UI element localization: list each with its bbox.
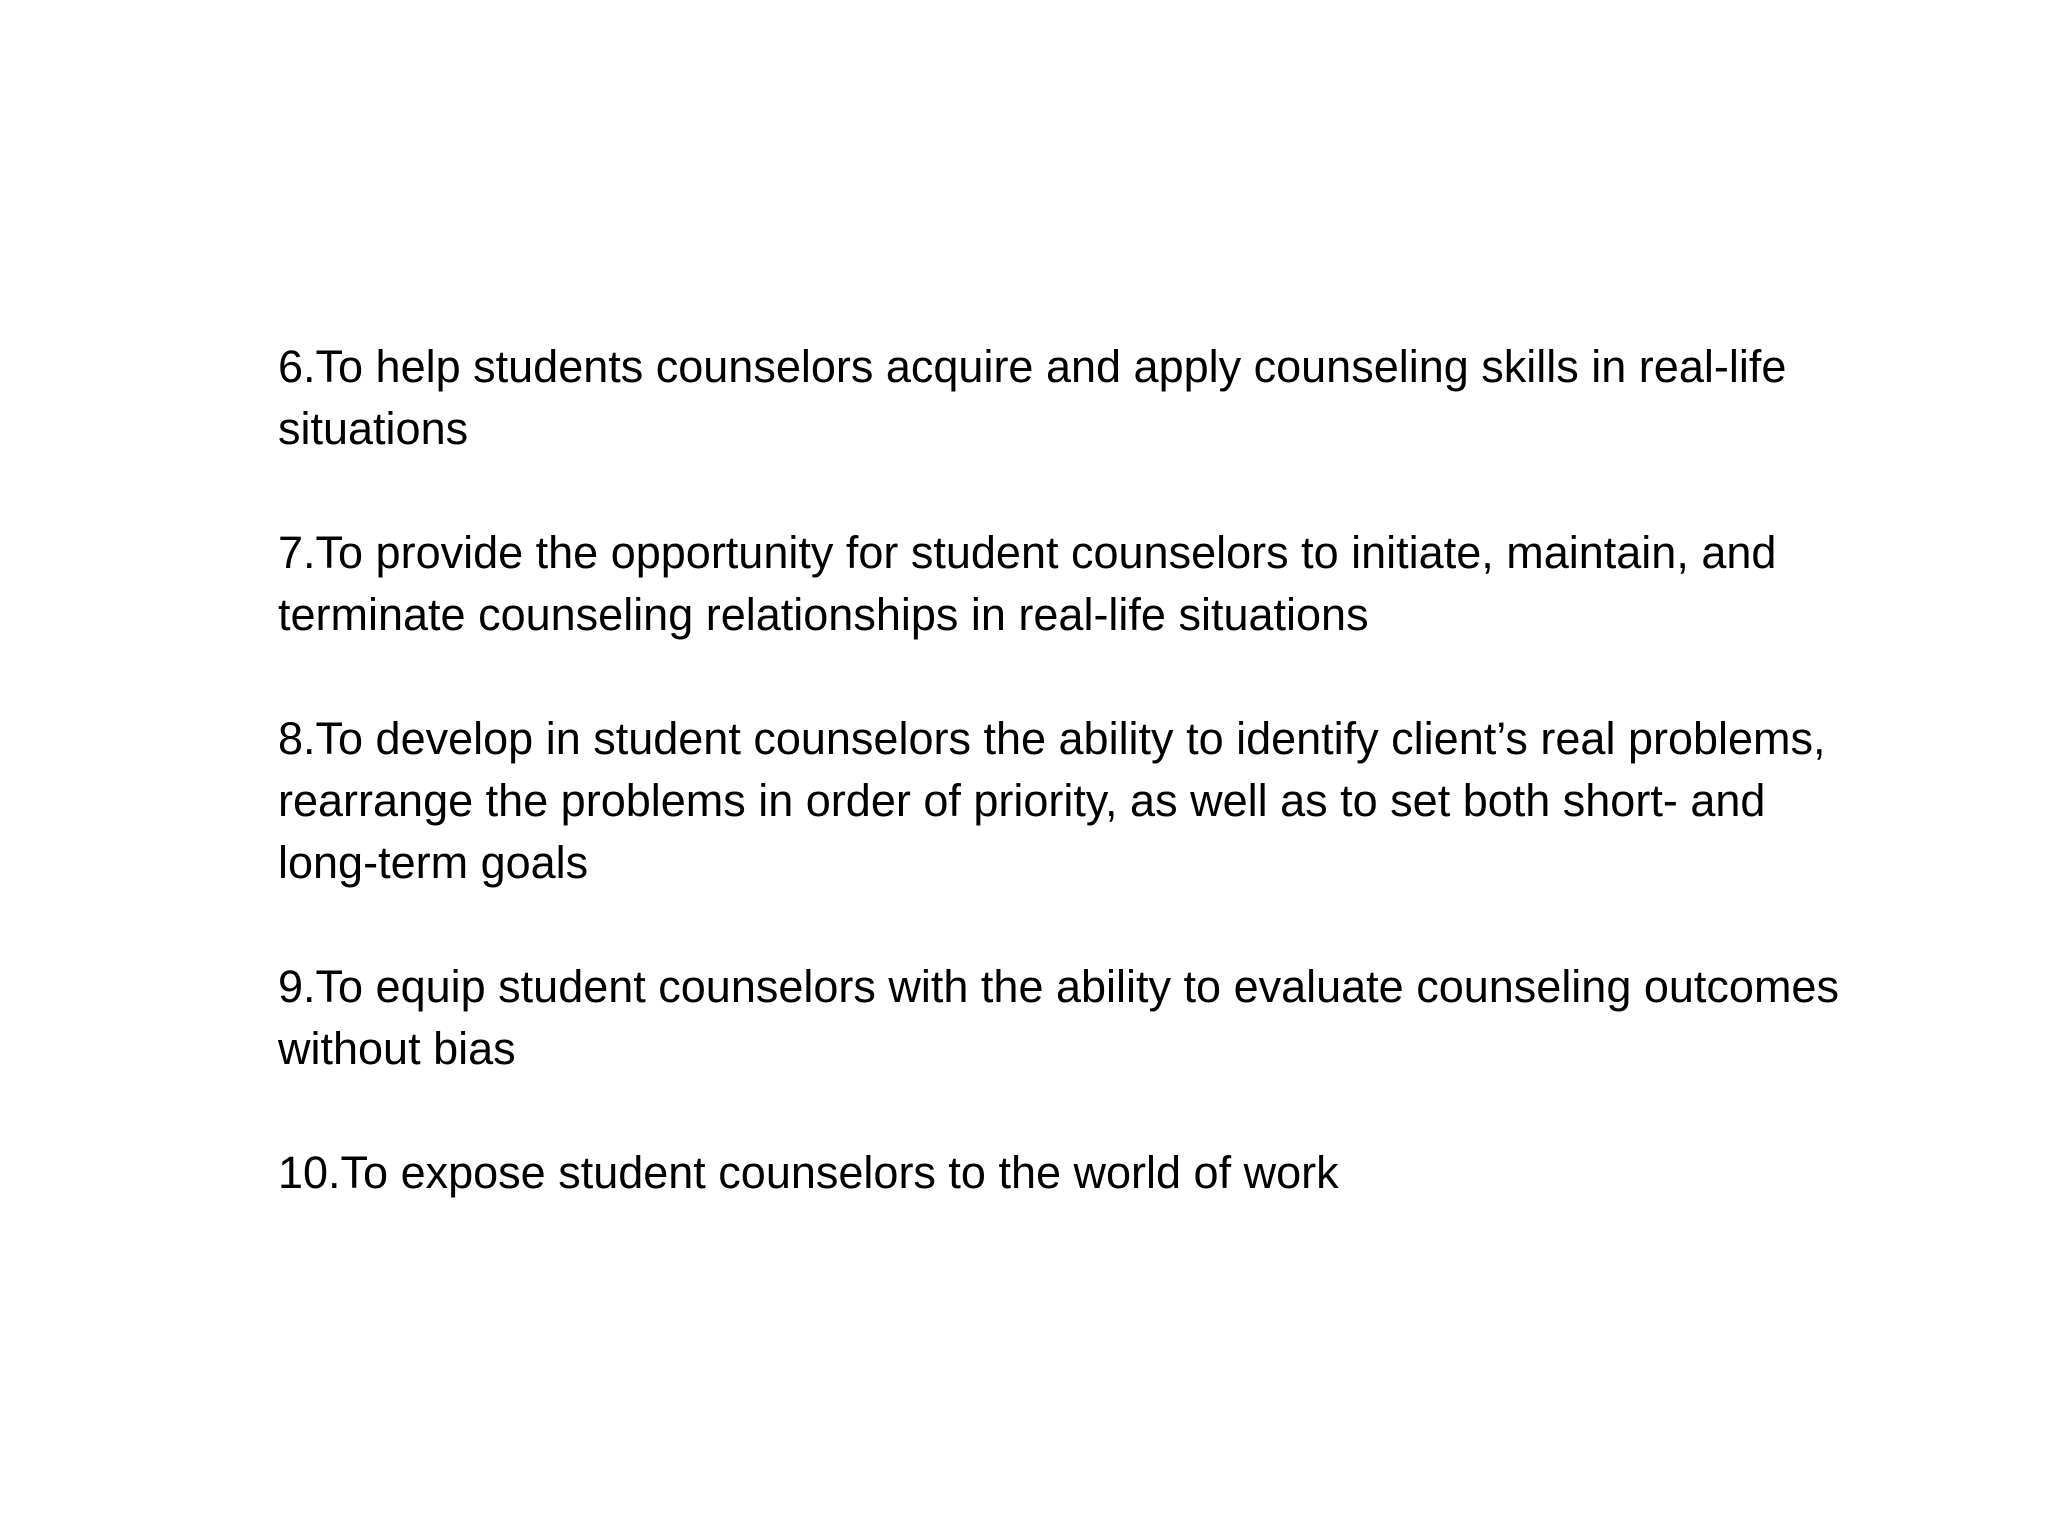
objective-item-7: 7.To provide the opportunity for student counselors to initiate, maintain, and terminate counseling relationships in real-life situations <box>278 527 1789 640</box>
objectives-list <box>278 336 1868 1204</box>
objective-item-10: 10.To expose student counselors to the world of work <box>278 1147 1339 1198</box>
objective-item-8: 8.To develop in student counselors the ability to identify client’s real problems, rearrange the problems in order of priority, as well as to set both short- and long-term goals <box>278 713 1839 888</box>
objective-item-6: 6.To help students counselors acquire and apply counseling skills in real-life situations <box>278 341 1799 454</box>
objective-item-9: 9.To equip student counselors with the ability to evaluate counseling outcomes without bias <box>278 961 1852 1074</box>
